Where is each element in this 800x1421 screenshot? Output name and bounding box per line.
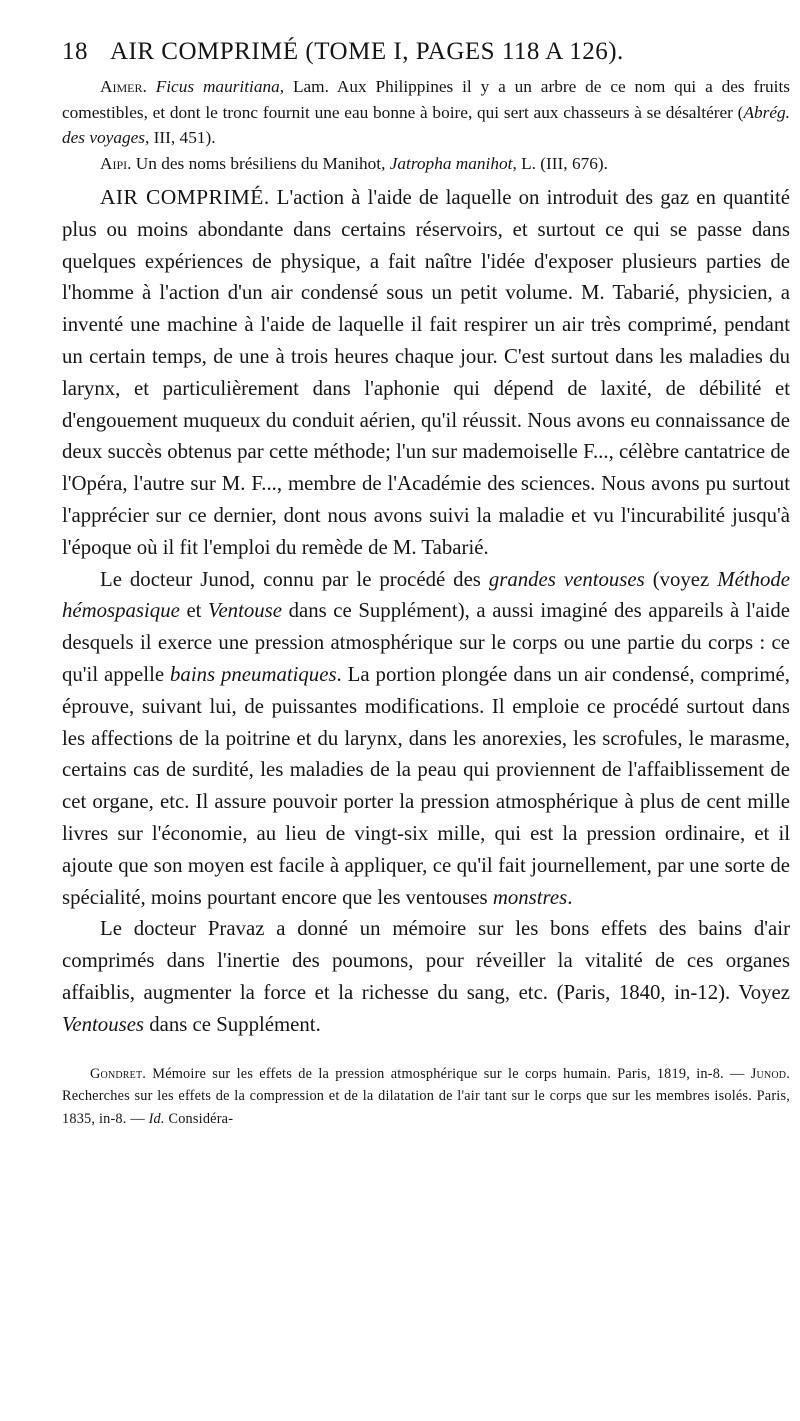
book-page — [62, 30, 790, 1130]
paragraph-text — [62, 186, 790, 559]
entry-text — [131, 154, 607, 173]
text-run: (voyez — [644, 567, 718, 591]
text-run: , Lam. Aux Philippines il y a un arbre de ce nom qui a des fruits comestibles, et dont le tronc fournit une eau bonne à boire, qui sert aux chasseurs à se désaltérer ( — [62, 77, 790, 122]
italic-phrase: Ficus mauritiana — [155, 77, 280, 96]
dictionary-entry-aipi — [62, 151, 790, 177]
bibliography-text — [62, 1066, 790, 1127]
text-run: Le docteur Junod, connu par le procédé des — [100, 567, 489, 591]
text-run: dans ce Supplément. — [144, 1012, 321, 1036]
entry-text — [62, 77, 790, 147]
italic-phrase: Jatropha manihot — [389, 153, 513, 173]
text-run: Mémoire sur les effets de la pression atmosphérique sur le corps humain. Paris, 1819, in-8. — — [146, 1065, 751, 1082]
paragraph-text — [62, 568, 790, 909]
running-head — [62, 30, 790, 74]
dictionary-entry-aimer — [62, 74, 790, 151]
article-paragraph-3 — [62, 913, 790, 1040]
italic-phrase: bains pneumatiques — [170, 662, 337, 686]
author-name: Gondret. — [90, 1065, 147, 1082]
text-run: L'action à l'aide de laquelle on introduit des gaz en quantité plus ou moins abondante dans certains réservoirs, et surtout ce qui se passe dans quelques expériences de physique, a fait naître l'idée d'exposer plusieurs parties de l'homme à l'action d'un air condensé sous un petit volume. M. Tabarié, physicien, a inventé une machine à l'aide de laquelle il fait respirer un air très comprimé, pendant un certain temps, de une à trois heures chaque jour. C'est surtout dans les maladies du larynx, et particulièrement dans l'aphonie qui dépend de laxité, de débilité et d'engouement muqueux du conduit aérien, qu'il réussit. Nous avons eu connaissance de deux succès obtenus par cette méthode; l'un sur mademoiselle F..., célèbre cantatrice de l'Opéra, l'autre sur M. F..., membre de l'Académie des sciences. Nous avons pu surtout l'apprécier sur ce dernier, dont nous avons suivi la maladie et vu l'incurabilité jusqu'à l'époque où il fit l'emploi du remède de M. Tabarié. — [62, 186, 790, 559]
italic-phrase: Méthode hémospasique — [62, 567, 791, 623]
author-name: Junod. — [750, 1065, 790, 1082]
italic-phrase: Abrég. des voyages — [62, 102, 790, 147]
text-run: Le docteur Pravaz a donné un mémoire sur les bons effets des bains d'air comprimés dans l'inertie des poumons, pour réveiller la vitalité de ces organes affaiblis, augmenter la force et la richesse du sang, etc. (Paris, 1840, in-12). Voyez — [62, 917, 790, 1004]
italic-phrase: Ventouses — [62, 1012, 145, 1036]
text-run: , III, 451). — [145, 128, 216, 147]
page-number: 18 — [62, 38, 88, 65]
text-run: Recherches sur les effets de la compression et de la dilatation de l'air tant sur le corps que sur les membres isolés. Paris, 1835, in-8. — — [62, 1088, 790, 1127]
text-run: . La portion plongée dans un air condensé, comprimé, éprouve, suivant lui, de puissantes modifications. Il emploie ce procédé surtout dans les affections de la poitrine et du larynx, dans les anorexies, les scrofules, le marasme, certains cas de surdité, les maladies de la peau qui proviennent de l'affaiblissement de cet organe, etc. Il assure pouvoir porter la pression atmosphérique à plus de cent mille livres sur l'économie, au lieu de vingt-six mille, qui est la pression ordinaire, et il ajoute que son moyen est facile à appliquer, ce qu'il fait journellement, par une sorte de spécialité, moins pourtant encore que les ventouses — [62, 662, 790, 909]
paragraph-text — [62, 917, 790, 1035]
text-run: . — [567, 885, 573, 909]
text-run: dans ce Supplément), a aussi imaginé des appareils à l'aide desquels il exerce une pression atmosphérique sur le corps ou une partie du corps : ce qu'il appelle — [62, 599, 790, 686]
italic-phrase: grandes ventouses — [488, 567, 645, 591]
running-head-title: AIR COMPRIMÉ (TOME I, PAGES 118 A 126). — [110, 38, 624, 65]
text-run: et — [179, 599, 209, 623]
entry-term: Aimer. — [100, 77, 147, 96]
article-paragraph-2 — [62, 564, 790, 914]
article-heading: AIR COMPRIMÉ. — [100, 185, 270, 209]
text-run: Considéra- — [164, 1110, 234, 1127]
article-air-comprime — [62, 182, 790, 1041]
text-run: , L. (III, 676). — [512, 153, 608, 173]
italic-phrase: monstres — [492, 885, 568, 909]
italic-phrase: Ventouse — [208, 599, 282, 623]
text-run — [147, 77, 156, 96]
article-paragraph-1 — [62, 182, 790, 564]
entry-term: Aipi. — [100, 153, 132, 173]
bibliography-note — [62, 1063, 790, 1131]
italic-phrase: Id. — [148, 1110, 165, 1127]
text-run: Un des noms brésiliens du Manihot, — [131, 153, 390, 173]
